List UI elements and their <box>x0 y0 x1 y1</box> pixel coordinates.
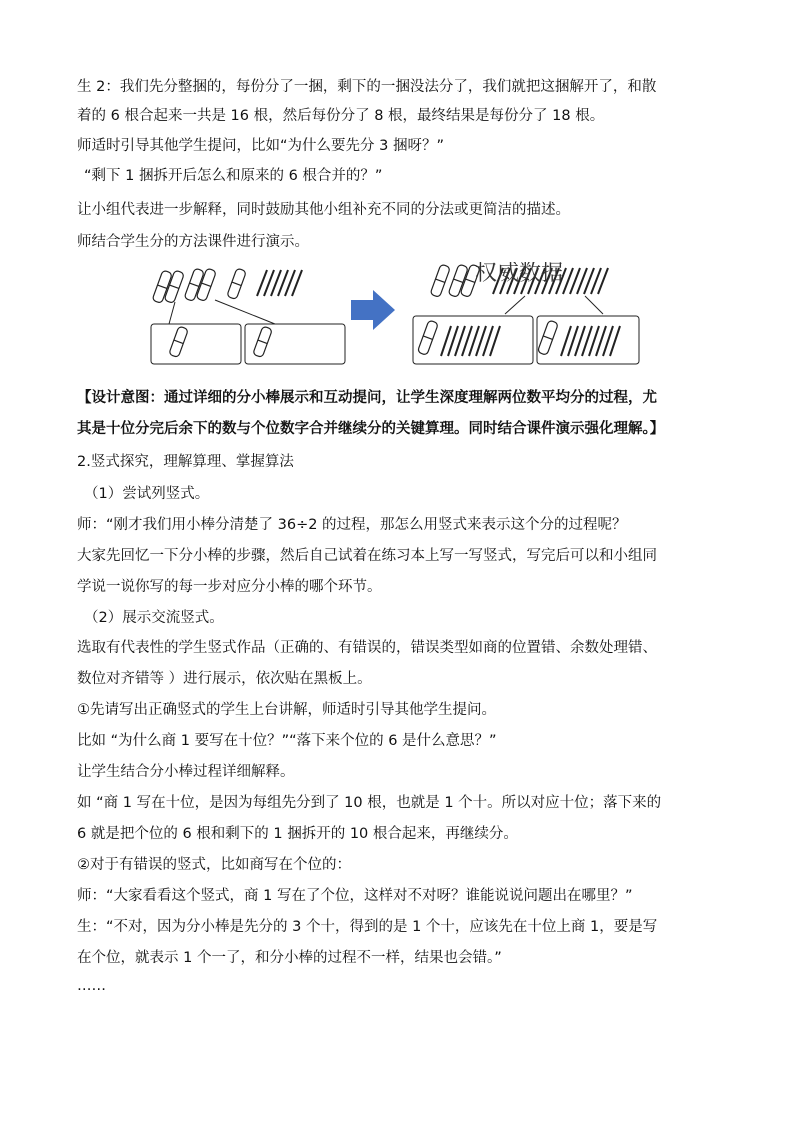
design-intent-line: 其是十位分完后余下的数与个位数字合并继续分的关键算理。同时结合课件演示强化理解。】 <box>77 421 665 437</box>
paragraph-line: 选取有代表性的学生竖式作品（正确的、有错误的，错误类型如商的位置错、余数处理错、 <box>77 640 657 656</box>
paragraph-line: 比如 “为什么商 1 要写在十位？”“落下来个位的 6 是什么意思？” <box>77 733 497 749</box>
section-title: 2.竖式探究，理解算理、掌握算法 <box>77 454 294 470</box>
paragraph-line: 在个位，就表示 1 个一了，和分小棒的过程不一样，结果也会错。” <box>77 950 502 966</box>
ellipsis: …… <box>77 978 106 994</box>
paragraph-line: 学说一说你写的每一步对应分小棒的哪个环节。 <box>77 579 382 595</box>
paragraph-line: ①先请写出正确竖式的学生上台讲解，师适时引导其他学生提问。 <box>77 702 496 718</box>
paragraph-line: 师：“刚才我们用小棒分清楚了 36÷2 的过程，那怎么用竖式来表示这个分的过程呢？ <box>77 517 627 533</box>
paragraph-line: 大家先回忆一下分小棒的步骤，然后自己试着在练习本上写一写竖式，写完后可以和小组同 <box>77 548 657 564</box>
paragraph-line: 生 2：我们先分整捆的，每份分了一捆，剩下的一捆没法分了，我们就把这捆解开了，和散 <box>77 79 657 95</box>
bundle-icon <box>152 268 246 303</box>
design-intent-line: 【设计意图：通过详细的分小棒展示和互动提问，让学生深度理解两位数平均分的过程，尤 <box>77 390 657 406</box>
loose-sticks-icon <box>257 270 302 296</box>
paragraph-line: 着的 6 根合起来一共是 16 根，然后每份分了 8 根，最终结果是每份分了 18 根。 <box>77 108 605 124</box>
paragraph-line: ②对于有错误的竖式，比如商写在个位的： <box>77 857 351 873</box>
paragraph-line: 让学生结合分小棒过程详细解释。 <box>77 764 295 780</box>
paragraph-line: 师：“大家看看这个竖式，商 1 写在了个位，这样对不对呀？谁能说说问题出在哪里？” <box>77 888 633 904</box>
subsection-title: （1）尝试列竖式。 <box>84 486 210 502</box>
paragraph-line: 师结合学生分的方法课件进行演示。 <box>77 234 309 250</box>
paragraph-line: 生：“不对，因为分小棒是先分的 3 个十，得到的是 1 个十，应该先在十位上商 1，要是写 <box>77 919 658 935</box>
paragraph-line: 师适时引导其他学生提问，比如“为什么要先分 3 捆呀？” <box>77 138 444 154</box>
paragraph-line: 让小组代表进一步解释，同时鼓励其他小组补充不同的分法或更简洁的描述。 <box>77 202 570 218</box>
paragraph-line: 6 就是把个位的 6 根和剩下的 1 捆拆开的 10 根合起来，再继续分。 <box>77 826 518 842</box>
paragraph-line: 数位对齐错等 ）进行展示，依次贴在黑板上。 <box>77 671 372 687</box>
subsection-title: （2）展示交流竖式。 <box>84 610 224 626</box>
stick-demo-figure <box>145 262 645 370</box>
watermark-text: 权威数据 <box>475 262 564 286</box>
paragraph-line: 如 “商 1 写在十位，是因为每组先分到了 10 根，也就是 1 个十。所以对应十位；落下来的 <box>77 795 662 811</box>
arrow-right-icon <box>351 290 395 330</box>
paragraph-line: “剩下 1 捆拆开后怎么和原来的 6 根合并的？” <box>84 168 383 184</box>
